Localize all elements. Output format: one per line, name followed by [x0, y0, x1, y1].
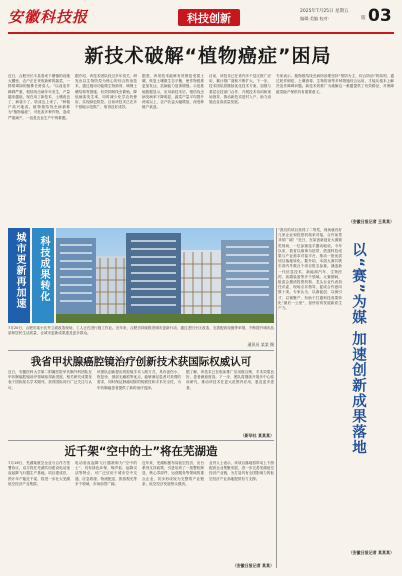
- masthead-rule: [8, 32, 394, 34]
- section-title: 科技创新: [187, 12, 231, 25]
- main-col-1: 近日，合肥市长丰县春来下塘镇的设施大棚里，农户正在采收新鲜的蔬菜，一排排翠绿的植株长势喜人。“以前连作障碍严重，根结线虫病年年发生，产量越来越低，现在用了新技术，土壤改良了，病害少了，收成也上来了。”种植户高兴地说。植物根结线虫病被称为“植物癌症”，可危害多种作物，造成严重减产，一直是农业生产中的难题。: [8, 74, 70, 120]
- main-col-5: 专家表示，植物根结线虫病防治要坚持“预防为主、综合防治”的原则，通过轮作倒茬、土壤消毒、生物防治等多种措施综合运用，才能从根本上解决连作障碍问题。新技术的推广为破解这一难题提供了有效路径，对保障蔬菜稳产保供具有重要意义。: [276, 74, 394, 94]
- main-col-3: 据悉，该项技术能够有效修复受损土壤，恢复土壤微生态平衡，使作物根系更加发达，抗病能力显著增强。示范基地数据显示，应用新技术后，根结线虫病发病率下降明显，蔬菜产量平均提升两成以上，农户收益大幅增加，深受种植户欢迎。: [142, 74, 204, 110]
- story2-col-2: 该团队创新提出的腔镜手术入路方式，具有创伤小、恢复快、颈部无瘢痕等优点，能够满足患者对美观的需求，同时保证肿瘤切除的彻底性和手术安全性，为甲状腺癌患者提供了新的治疗选择。: [97, 370, 181, 390]
- photo-caption: 7月20日，合肥市某小区外立面改造现场，工人正在进行施工作业。近年来，合肥市持续推进城市更新行动，通过老旧小区改造、完善配套设施等举措，不断提升城市品质和居民生活质量，让城市更新成果惠及更多群众。: [8, 326, 274, 336]
- date-line: 2025年7月25日 星期五: [300, 9, 349, 14]
- city-photo: [56, 228, 274, 323]
- story3-col-1: 7月16日，芜湖某航空企业与合作方签署协议，双方将在芜湖共同建设电动垂直起降飞行器生产基地。项目建成后，预计年产能近千架，将进一步壮大芜湖低空经济产业集群。: [8, 461, 70, 486]
- main-col-4: 目前，该技术已在省内多个县区推广应用，累计推广面积不断扩大。下一步，技术团队将继续优化技术方案，加强与基层农技部门合作，开展技术培训和现场指导，推动新技术进村入户，助力设施农业高质量发展。: [209, 74, 271, 105]
- paper-name: 安徽科技报: [8, 8, 89, 26]
- story2-byline: （新华社 某某某）: [240, 433, 274, 438]
- photo-credit: 通讯员 某某 摄: [247, 342, 274, 347]
- side-banner-left-text: 城市更新再加速: [14, 232, 25, 309]
- story2-col-3: 据了解，该技术已在临床推广应用数百例，手术效果良好，患者满意度高。下一步，团队将继续开展多中心临床研究，推动该技术在更大范围内应用，惠及更多患者。: [186, 370, 274, 390]
- story3-col-3: 近年来，芜湖积极布局低空经济，出台系列支持政策，引进培育了一批整机制造、核心零部件、运营服务等领域的重点企业，初步形成较为完整的产业链条，低空经济发展势头强劲。: [142, 461, 204, 486]
- masthead: [0, 0, 402, 32]
- divider-2: [8, 440, 274, 441]
- divider-1: [8, 350, 274, 351]
- page-number: 03: [368, 6, 392, 26]
- story3-byline: （安徽日报记者 某某）: [232, 563, 274, 568]
- right-column-text: “我们的项目获得了二等奖，现场就有好几家企业和投资机构来对接，合作前景非常广阔！”近日，在某创新创业大赛颁奖现场，一位参赛选手激动地说。今年以来，我省以赛事为纽带，搭建科技成果与产业需求对接平台，推动一批优质项目落地转化。据介绍，本届大赛共吸引省内外数百个项目报名参赛，涵盖新一代信息技术、新能源汽车、生物医药、高端装备等多个领域。大赛期间，组委会邀请投资机构、龙头企业代表担任评委，现场点评指导，促成合作意向数十项。专家认为，以赛促创、以赛引才、以赛聚产，有助于打通科技成果转化“最后一公里”，加快培育发展新质生产力。: [278, 228, 342, 311]
- main-col-2: 据介绍，该技术团队经过多年攻关，研发出以生物防控为核心的综合防治技术，通过施用功能微生物菌剂、调理土壤结构等措施，有效抑制线虫繁殖，降低病害发生率，同时减少化学农药使用，实现绿色防控。目前该技术已在多个基地示范推广，取得良好成效。: [75, 74, 137, 110]
- side-banner-right-text: 科技成果转化: [38, 236, 49, 302]
- right-byline: （安徽日报记者 某某某）: [348, 550, 394, 555]
- page-label: 版: [361, 16, 366, 21]
- column-divider: [276, 228, 277, 568]
- right-headline: 以“赛”为媒 加速创新成果落地: [350, 242, 366, 456]
- main-byline: （安徽日报记者 王某某）: [348, 219, 394, 224]
- main-headline: 新技术破解“植物癌症”困局: [84, 45, 332, 67]
- story2-headline: 我省甲状腺癌腔镜治疗创新技术获国际权威认可: [30, 356, 252, 368]
- story3-col-4: 业内人士表示，该项目落地将带动上下游配套企业集聚发展，进一步完善芜湖低空经济产业链，为打造具有全国影响力的低空经济产业高地提供有力支撑。: [209, 461, 274, 481]
- story2-col-1: 近日，安徽医科大学第二附属医院甲状腺外科团队在甲状腺癌腔镜治疗领域取得新进展，相关研究成果发表于国际知名学术期刊，获得国际同行广泛关注与认可。: [8, 370, 92, 390]
- editor-line: 编辑·美编 校对·: [300, 16, 330, 21]
- story3-headline: 近千架“空中的士”将在芜湖造: [64, 444, 218, 458]
- story3-col-2: 电动垂直起降飞行器被称为“空中的士”，具有绿色环保、噪声低、起降灵活等特点，可广泛应用于城市空中交通、应急救援、物流配送、旅游观光等多个领域，市场前景广阔。: [75, 461, 137, 486]
